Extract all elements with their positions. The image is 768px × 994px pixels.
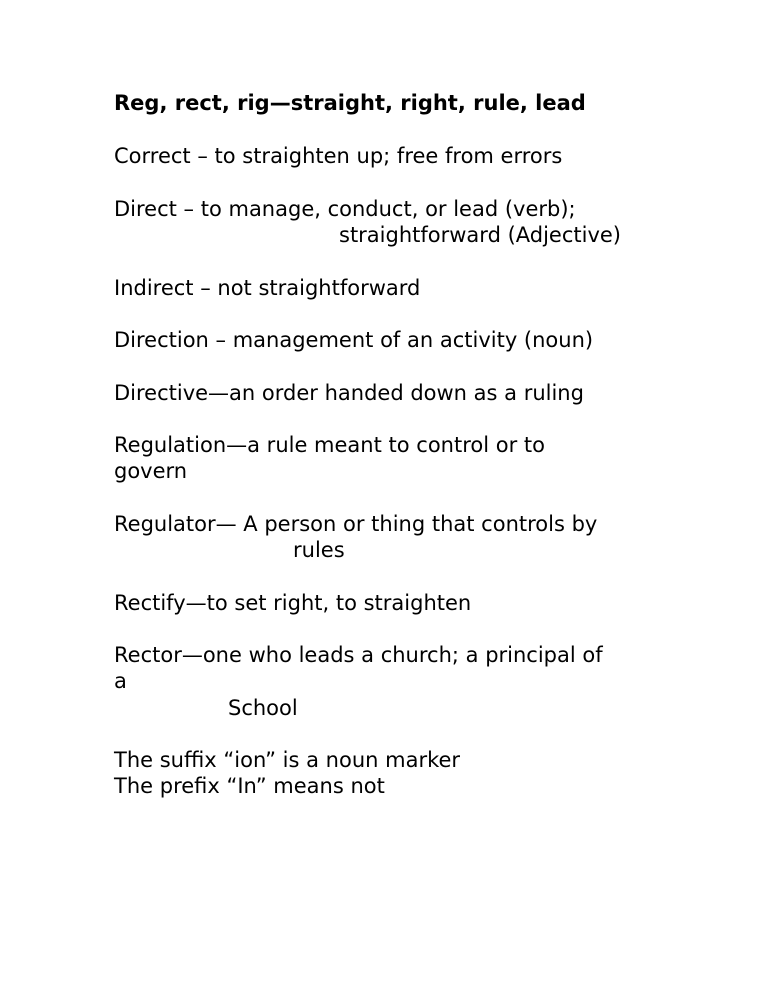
entry-rector: Rector—one who leads a church; a principal of: [114, 643, 603, 667]
entry-directive: Directive—an order handed down as a ruling: [114, 381, 584, 405]
entry-rectify: Rectify—to set right, to straighten: [114, 591, 472, 615]
entry-regulator: Regulator— A person or thing that controls by: [114, 512, 598, 536]
entry-regulation-continuation: govern: [114, 459, 188, 483]
entry-rector-continuation-2: School: [228, 696, 298, 720]
entry-rector-continuation: a: [114, 669, 127, 693]
entry-regulator-continuation: rules: [293, 538, 345, 562]
entry-correct: Correct – to straighten up; free from errors: [114, 144, 563, 168]
entry-indirect: Indirect – not straightforward: [114, 276, 421, 300]
entry-direct: Direct – to manage, conduct, or lead (verb);: [114, 197, 576, 221]
document-heading: Reg, rect, rig—straight, right, rule, lead: [114, 91, 586, 115]
note-prefix: The prefix “In” means not: [114, 774, 385, 798]
entry-direction: Direction – management of an activity (noun): [114, 328, 594, 352]
note-suffix: The suffix “ion” is a noun marker: [114, 748, 461, 772]
entry-regulation: Regulation—a rule meant to control or to: [114, 433, 545, 457]
entry-direct-continuation: straightforward (Adjective): [339, 223, 622, 247]
